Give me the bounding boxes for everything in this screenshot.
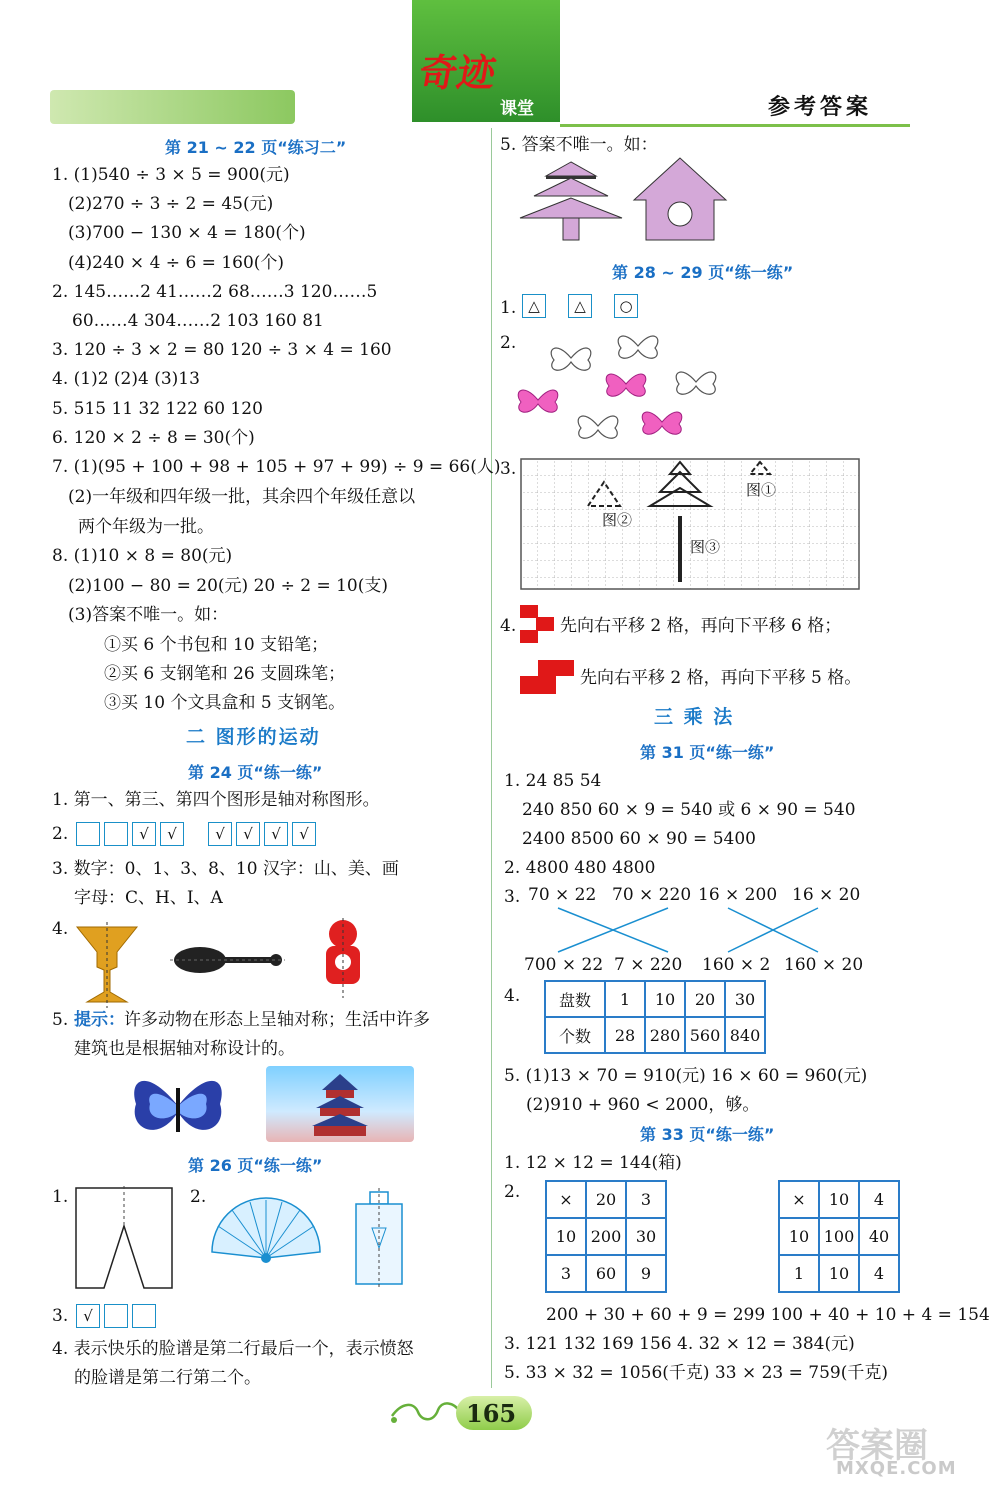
watermark-text: 答案圈 — [826, 1426, 928, 1466]
answer-line: (2)100 − 80 = 20(元) 20 ÷ 2 = 10(支) — [68, 576, 389, 596]
header-logo-sub: 课堂 — [500, 99, 534, 119]
answer-line: 2. 145……2 41……2 68……3 120……5 — [52, 282, 378, 302]
header-banner-left — [50, 90, 295, 124]
table-cell: 60 — [586, 1255, 626, 1292]
pants-figure — [74, 1186, 174, 1290]
house-shape — [632, 156, 728, 242]
figure-label: 图③ — [690, 538, 721, 556]
checkbox-row — [76, 822, 320, 846]
table-cell: 3 — [626, 1181, 666, 1218]
tetromino-icon-1 — [520, 603, 558, 645]
answer-line: 两个年级为一批。 — [78, 517, 214, 537]
expr-bottom: 700 × 22 — [524, 955, 604, 975]
answer-box — [76, 822, 100, 846]
table-cell: 30 — [725, 981, 765, 1017]
table-cell: 1 — [605, 981, 645, 1017]
circle-box: ○ — [614, 294, 638, 318]
answer-box — [104, 1304, 128, 1328]
answer-line: 3. 数字：0、1、3、8、10 汉字：山、美、画 — [52, 859, 399, 879]
table-cell: 28 — [605, 1017, 645, 1053]
answer-line: (3)700 − 130 × 4 = 180(个) — [68, 223, 306, 243]
answer-line: 200 + 30 + 60 + 9 = 299 100 + 40 + 10 + 4 = 154 — [546, 1305, 990, 1325]
table-cell: 4 — [859, 1181, 899, 1218]
vase-image — [72, 922, 142, 1008]
figure-label: 图① — [746, 481, 777, 499]
answer-number: 3. — [500, 459, 517, 479]
answer-line: (4)240 × 4 ÷ 6 = 160(个) — [68, 253, 285, 273]
answer-line: 4. — [52, 919, 69, 939]
checkbox-row — [76, 1304, 160, 1328]
lantern-figure — [352, 1188, 406, 1288]
answer-line: 2400 8500 60 × 90 = 5400 — [522, 829, 756, 849]
table-cell: 30 — [626, 1218, 666, 1255]
expr-top: 16 × 20 — [792, 885, 861, 905]
answer-line: 3. 120 ÷ 3 × 2 = 80 120 ÷ 3 × 4 = 160 — [52, 340, 392, 360]
answer-number: 3. — [52, 1306, 69, 1326]
answer-line: 240 850 60 × 9 = 540 或 6 × 90 = 540 — [522, 800, 856, 820]
table-cell: 10 — [645, 981, 685, 1017]
answer-number: 1. — [52, 1187, 69, 1207]
section-title-motion: 二 图形的运动 — [186, 726, 321, 748]
butterflies-figure — [516, 330, 726, 450]
table-cell: 840 — [725, 1017, 765, 1053]
table-cell: 盘数 — [545, 981, 605, 1017]
answer-box: √ — [76, 1304, 100, 1328]
multiplication-table-b — [778, 1180, 900, 1293]
section-title-multiplication: 三 乘 法 — [654, 706, 735, 728]
section-heading-p21: 第 21 ~ 22 页“练习二” — [165, 138, 347, 157]
table-cell: 10 — [779, 1218, 819, 1255]
table-cell: 200 — [586, 1218, 626, 1255]
answer-box: √ — [292, 822, 316, 846]
answer-number: 5. — [52, 1010, 69, 1030]
table-cell: 10 — [546, 1218, 586, 1255]
violin-image — [170, 940, 285, 980]
expr-top: 70 × 22 — [528, 885, 597, 905]
answer-number: 2. — [504, 1182, 521, 1202]
answer-line: (2)910 + 960 < 2000，够。 — [526, 1095, 760, 1115]
answer-number: 4. — [500, 616, 517, 636]
answer-box: √ — [208, 822, 232, 846]
section-heading-p33: 第 33 页“练一练” — [640, 1125, 775, 1144]
tree-shape — [516, 160, 626, 242]
header-logo-text: 奇迹 — [415, 51, 500, 95]
tetromino-icon-2 — [520, 658, 576, 696]
answer-line: 3. 121 132 169 156 4. 32 × 12 = 384(元) — [504, 1334, 855, 1354]
table-cell: 20 — [685, 981, 725, 1017]
answer-line: ②买 6 支钢笔和 26 支圆珠笔； — [104, 664, 346, 684]
table-cell: 10 — [819, 1255, 859, 1292]
answer-line: 4. 表示快乐的脸谱是第二行最后一个，表示愤怒 — [52, 1339, 414, 1359]
answer-line: 1. 12 × 12 = 144(箱) — [504, 1153, 682, 1173]
table-cell: 1 — [779, 1255, 819, 1292]
table-cell: 10 — [819, 1181, 859, 1218]
column-divider — [491, 128, 492, 1388]
answer-number: 2. — [500, 333, 517, 353]
grid-figure — [520, 458, 860, 590]
table-cell: × — [779, 1181, 819, 1218]
table-cell: 3 — [546, 1255, 586, 1292]
answer-line: ③买 10 个文具盒和 5 支钢笔。 — [104, 693, 346, 713]
figure-label: 图② — [602, 511, 633, 529]
table-cell: × — [546, 1181, 586, 1218]
expr-top: 70 × 220 — [612, 885, 692, 905]
paper-cut-image — [318, 918, 368, 998]
answer-line: (3)答案不唯一。如： — [68, 605, 229, 625]
answer-line: ①买 6 个书包和 10 支铅笔； — [104, 635, 329, 655]
answer-line: 5. (1)13 × 70 = 910(元) 16 × 60 = 960(元) — [504, 1066, 868, 1086]
fan-figure — [208, 1196, 324, 1266]
answer-line: 8. (1)10 × 8 = 80(元) — [52, 546, 233, 566]
matching-lines — [548, 906, 868, 956]
table-cell: 560 — [685, 1017, 725, 1053]
answer-line: 2. 4800 480 4800 — [504, 858, 656, 878]
answer-line: (2)270 ÷ 3 ÷ 2 = 45(元) — [68, 194, 274, 214]
expr-bottom: 7 × 220 — [614, 955, 683, 975]
answer-line: 5. 答案不唯一。如： — [500, 135, 658, 155]
expr-bottom: 160 × 20 — [784, 955, 864, 975]
table-cell: 280 — [645, 1017, 685, 1053]
answer-line: 5. 515 11 32 122 60 120 — [52, 399, 263, 419]
section-heading-p31: 第 31 页“练一练” — [640, 743, 775, 762]
answer-box: √ — [132, 822, 156, 846]
answer-box — [132, 1304, 156, 1328]
answer-line: (2)一年级和四年级一批，其余四个年级任意以 — [68, 487, 416, 507]
triangle-box: △ — [568, 294, 592, 318]
header-rule — [560, 124, 910, 127]
footer-swirl-icon — [388, 1398, 464, 1428]
plates-table — [544, 980, 766, 1054]
answer-number: 2. — [190, 1187, 207, 1207]
answer-line: 4. (1)2 (2)4 (3)13 — [52, 369, 200, 389]
triangle-box: △ — [522, 294, 546, 318]
answer-box: √ — [236, 822, 260, 846]
answer-line: 1. (1)540 ÷ 3 × 5 = 900(元) — [52, 165, 290, 185]
watermark-url: MXQE.COM — [836, 1458, 957, 1479]
answer-box — [104, 822, 128, 846]
section-heading-p24: 第 24 页“练一练” — [188, 763, 323, 782]
answer-line: 先向右平移 2 格，再向下平移 6 格； — [560, 616, 842, 636]
table-cell: 20 — [586, 1181, 626, 1218]
answer-line: 7. (1)(95 + 100 + 98 + 105 + 97 + 99) ÷ 9 = 66(人) — [52, 457, 501, 477]
answer-number: 1. — [500, 298, 517, 318]
expr-bottom: 160 × 2 — [702, 955, 771, 975]
answer-line: 6. 120 × 2 ÷ 8 = 30(个) — [52, 428, 255, 448]
answer-line: 许多动物在形态上呈轴对称；生活中许多 — [124, 1010, 430, 1030]
table-cell: 4 — [859, 1255, 899, 1292]
answer-line: 先向右平移 2 格，再向下平移 5 格。 — [580, 668, 862, 688]
temple-icon — [310, 1072, 370, 1138]
expr-top: 16 × 200 — [698, 885, 778, 905]
answer-number: 3. — [504, 887, 521, 907]
section-heading-p28: 第 28 ~ 29 页“练一练” — [612, 263, 794, 282]
page-title: 参考答案 — [768, 94, 873, 120]
table-cell: 100 — [819, 1218, 859, 1255]
answer-line: 建筑也是根据轴对称设计的。 — [74, 1039, 295, 1059]
answer-box: √ — [264, 822, 288, 846]
symbol-row — [522, 294, 642, 318]
answer-line: 1. 24 85 54 — [504, 771, 602, 791]
answer-line: 2. — [52, 824, 69, 844]
butterfly-photo — [128, 1068, 228, 1144]
answer-line: 1. 第一、第三、第四个图形是轴对称图形。 — [52, 790, 380, 810]
answer-box: √ — [160, 822, 184, 846]
multiplication-table-a — [545, 1180, 667, 1293]
answer-line: 60……4 304……2 103 160 81 — [72, 311, 324, 331]
answer-number: 4. — [504, 986, 521, 1006]
answer-line: 字母：C、H、I、A — [74, 888, 223, 908]
table-cell: 40 — [859, 1218, 899, 1255]
table-cell: 9 — [626, 1255, 666, 1292]
answer-line: 的脸谱是第二行第二个。 — [74, 1368, 261, 1388]
page-number: 165 — [466, 1399, 517, 1428]
hint-label: 提示： — [74, 1010, 125, 1030]
answer-line: 5. 33 × 32 = 1056(千克) 33 × 23 = 759(千克) — [504, 1363, 889, 1383]
section-heading-p26: 第 26 页“练一练” — [188, 1156, 323, 1175]
table-cell: 个数 — [545, 1017, 605, 1053]
